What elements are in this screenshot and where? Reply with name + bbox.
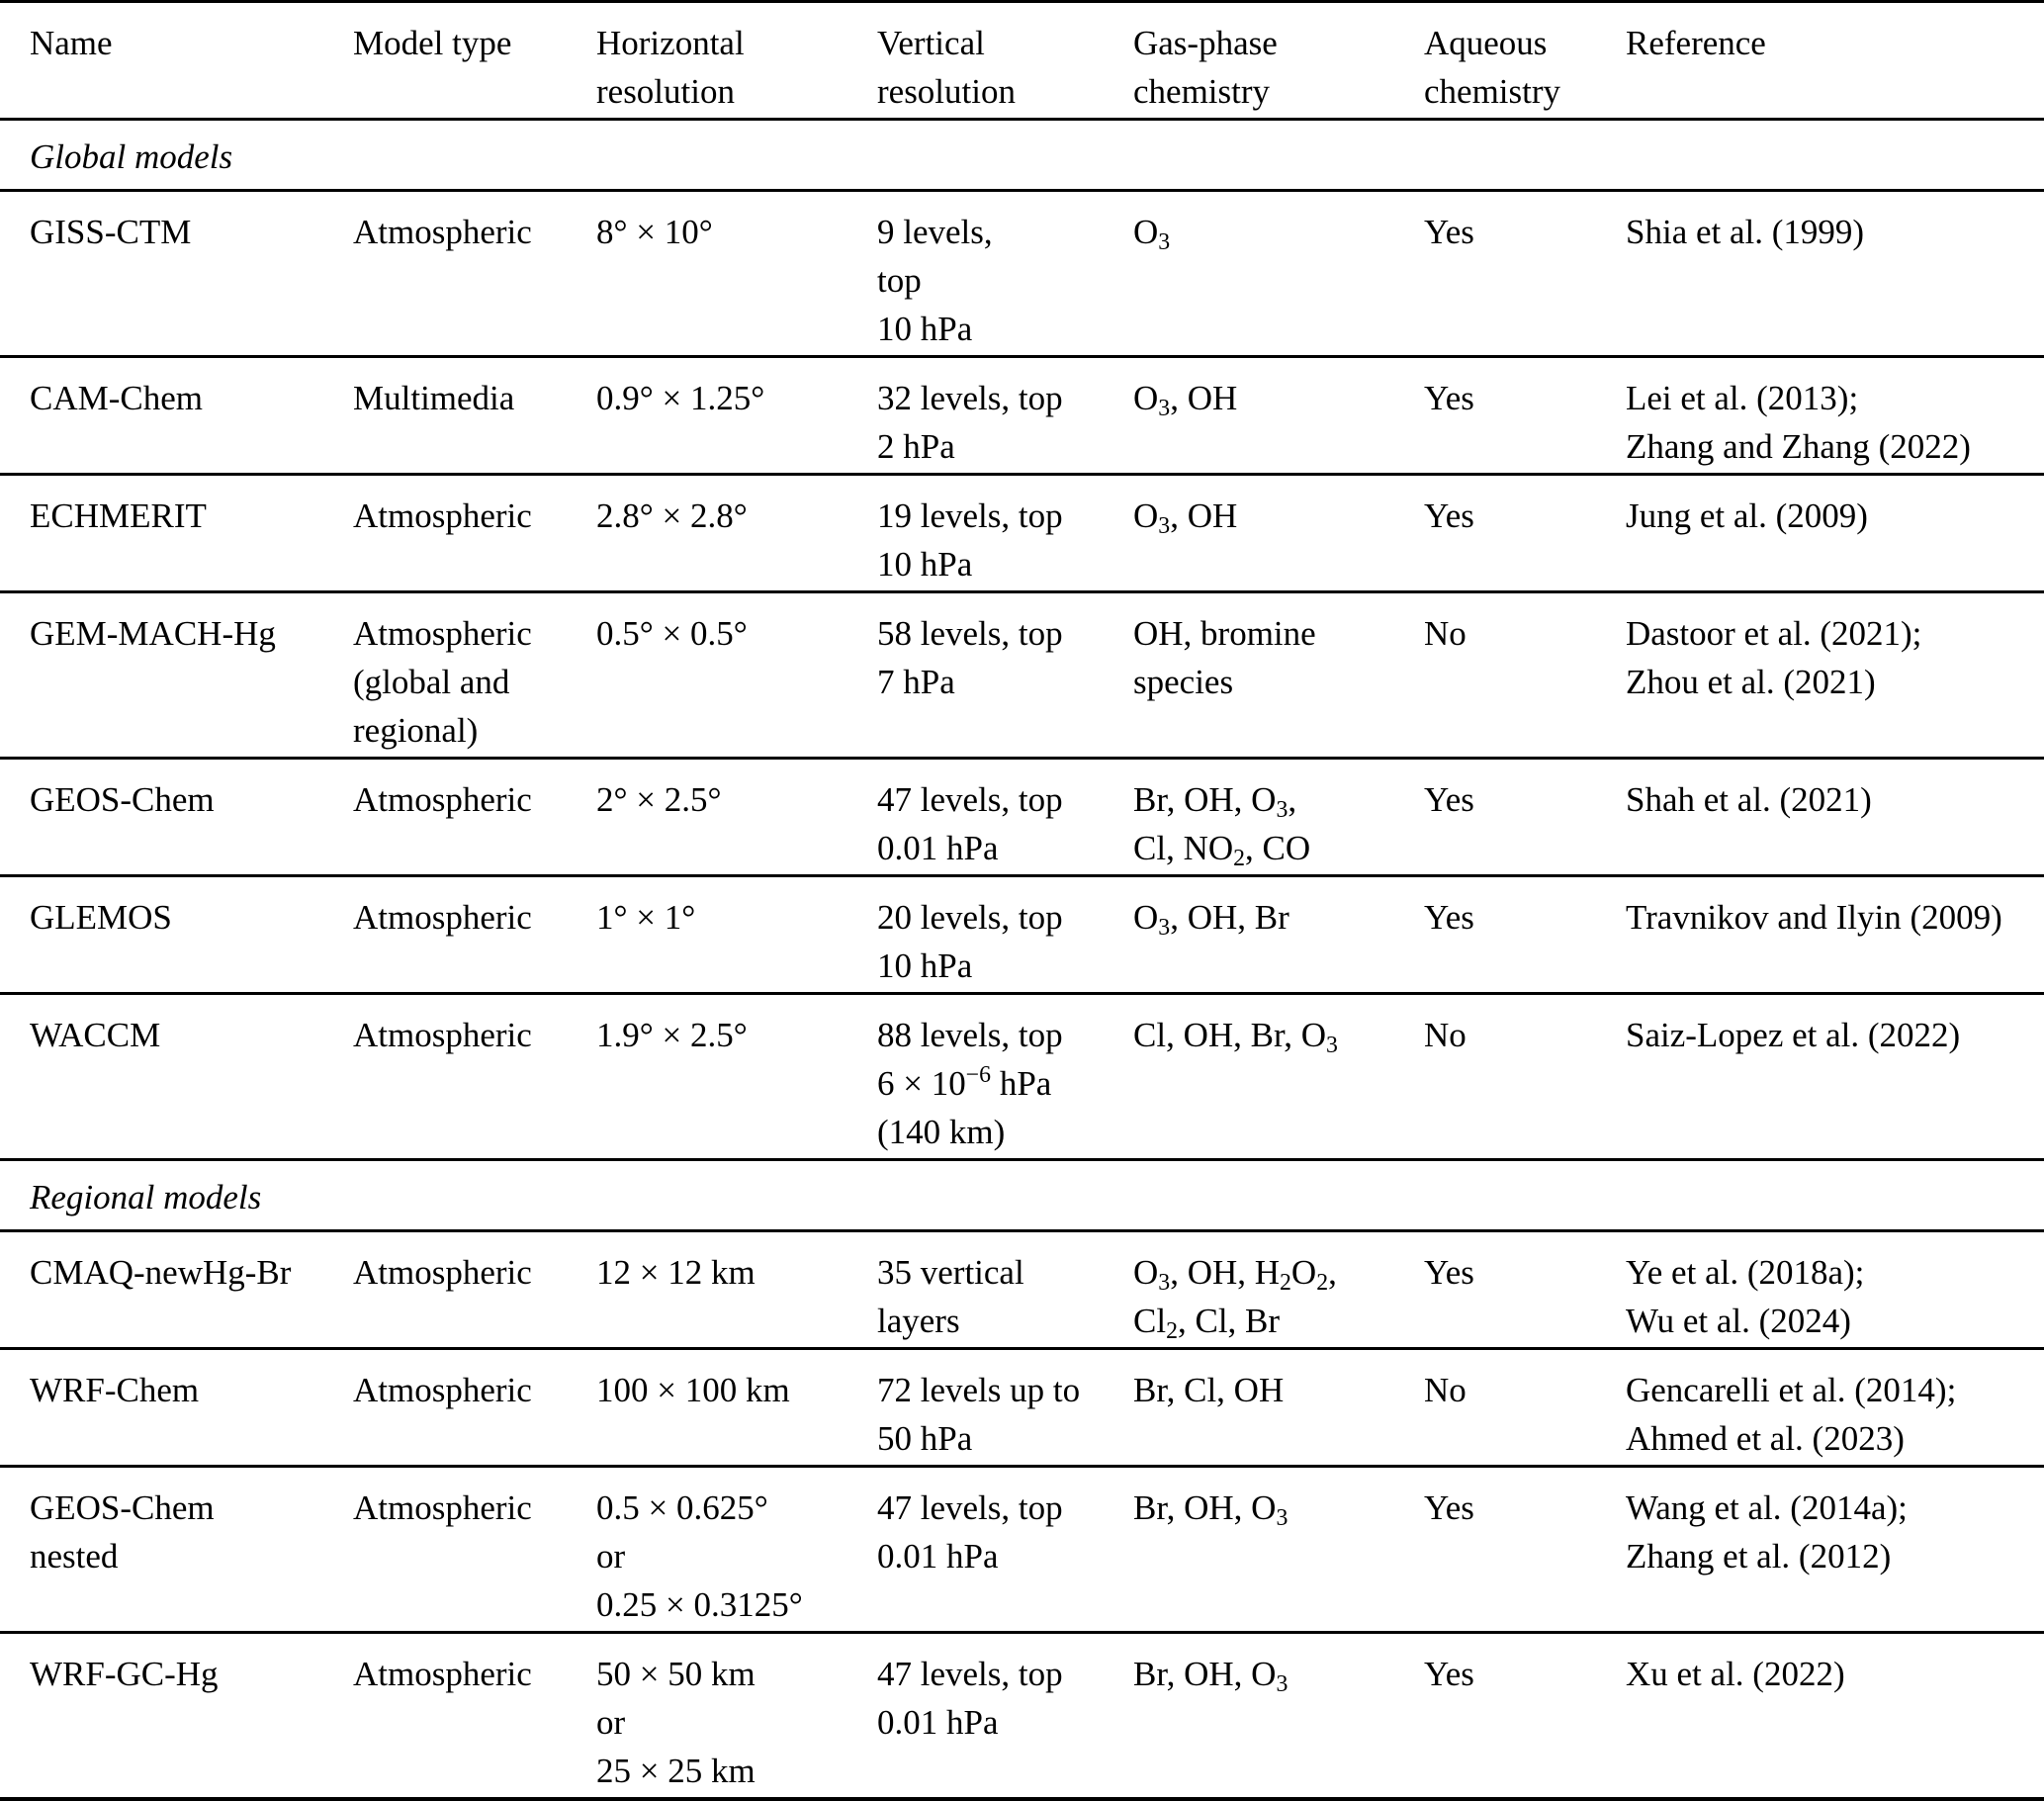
cell-horizontal-resolution: 1.9° × 2.5° <box>596 1016 748 1054</box>
table-row <box>0 592 2044 759</box>
cell-model-type: Atmospheric <box>353 496 532 535</box>
cell-gas-phase-chemistry: Br, OH, $O_3$ <box>1133 1488 1289 1531</box>
cell-name: WRF-Chem <box>30 1371 200 1409</box>
cell-horizontal-resolution: 2° × 2.5° <box>596 780 722 819</box>
cell-horizontal-resolution: 2.8° × 2.8° <box>596 496 748 535</box>
column-header-horizontal-resolution: Horizontal resolution <box>596 24 745 111</box>
column-header-aqueous-chemistry: Aqueous chemistry <box>1424 24 1561 111</box>
cell-horizontal-resolution: 8° × 10° <box>596 213 713 251</box>
cell-horizontal-resolution: 100 × 100 km <box>596 1371 790 1409</box>
section-label: Regional models <box>30 1178 262 1216</box>
table-row <box>0 1349 2044 1467</box>
column-header-name: Name <box>30 24 113 62</box>
cell-aqueous-chemistry: Yes <box>1424 1655 1474 1693</box>
table-row <box>0 475 2044 592</box>
cell-model-type: Atmospheric <box>353 780 532 819</box>
table-row <box>0 1467 2044 1633</box>
cell-model-type: Atmospheric (global and regional) <box>353 614 532 750</box>
cell-name: GISS-CTM <box>30 213 192 251</box>
cell-aqueous-chemistry: No <box>1424 614 1466 653</box>
cell-reference: Saiz-Lopez et al. (2022) <box>1626 1016 1961 1054</box>
cell-horizontal-resolution: 50 × 50 km or 25 × 25 km <box>596 1655 755 1790</box>
cell-aqueous-chemistry: No <box>1424 1016 1466 1054</box>
cell-gas-phase-chemistry: $O_3$, OH, $H_2O_2$, $Cl_2$, Cl, Br <box>1133 1253 1337 1344</box>
cell-vertical-resolution: 20 levels, top 10 hPa <box>877 898 1063 985</box>
cell-vertical-resolution: 72 levels up to 50 hPa <box>877 1371 1081 1458</box>
header-row <box>0 2 2044 120</box>
column-header-vertical-resolution: Vertical resolution <box>877 24 1016 111</box>
cell-gas-phase-chemistry: OH, bromine species <box>1133 614 1316 701</box>
cell-name: ECHMERIT <box>30 496 207 535</box>
table-row <box>0 357 2044 475</box>
cell-aqueous-chemistry: Yes <box>1424 213 1474 251</box>
cell-gas-phase-chemistry: Br, OH, $O_3$, Cl, $NO_2$, CO <box>1133 780 1311 871</box>
cell-model-type: Atmospheric <box>353 1016 532 1054</box>
cell-reference: Gencarelli et al. (2014); Ahmed et al. (2023) <box>1626 1371 1957 1458</box>
cell-reference: Shia et al. (1999) <box>1626 213 1865 251</box>
cell-vertical-resolution: 19 levels, top 10 hPa <box>877 496 1063 584</box>
cell-horizontal-resolution: 12 × 12 km <box>596 1253 755 1292</box>
column-header-reference: Reference <box>1626 24 1766 62</box>
cell-gas-phase-chemistry: $O_3$, OH <box>1133 379 1238 421</box>
section-row <box>0 1160 2044 1231</box>
cell-aqueous-chemistry: Yes <box>1424 379 1474 417</box>
cell-model-type: Atmospheric <box>353 1655 532 1693</box>
cell-reference: Wang et al. (2014a); Zhang et al. (2012) <box>1626 1488 1908 1576</box>
table-row <box>0 759 2044 876</box>
cell-model-type: Atmospheric <box>353 1488 532 1527</box>
table-row <box>0 876 2044 994</box>
cell-gas-phase-chemistry: Br, OH, $O_3$ <box>1133 1655 1289 1697</box>
cell-vertical-resolution: 47 levels, top 0.01 hPa <box>877 780 1063 867</box>
cell-name: GEOS-Chem nested <box>30 1488 215 1576</box>
cell-name: GEM-MACH-Hg <box>30 614 276 653</box>
cell-reference: Ye et al. (2018a); Wu et al. (2024) <box>1626 1253 1865 1340</box>
table-row <box>0 191 2044 357</box>
section-label: Global models <box>30 137 233 176</box>
cell-vertical-resolution: 58 levels, top 7 hPa <box>877 614 1063 701</box>
cell-name: CAM-Chem <box>30 379 203 417</box>
cell-reference: Lei et al. (2013); Zhang and Zhang (2022) <box>1626 379 1971 466</box>
cell-model-type: Atmospheric <box>353 1371 532 1409</box>
cell-aqueous-chemistry: Yes <box>1424 1488 1474 1527</box>
cell-horizontal-resolution: 0.5° × 0.5° <box>596 614 748 653</box>
cell-gas-phase-chemistry: $O_3$ <box>1133 213 1171 255</box>
cell-reference: Xu et al. (2022) <box>1626 1655 1845 1693</box>
cell-aqueous-chemistry: Yes <box>1424 496 1474 535</box>
cell-name: WRF-GC-Hg <box>30 1655 219 1693</box>
cell-aqueous-chemistry: No <box>1424 1371 1466 1409</box>
column-header-model-type: Model type <box>353 24 512 62</box>
cell-gas-phase-chemistry: Br, Cl, OH <box>1133 1371 1285 1409</box>
cell-gas-phase-chemistry: Cl, OH, Br, $O_3$ <box>1133 1016 1338 1058</box>
cell-name: WACCM <box>30 1016 161 1054</box>
cell-aqueous-chemistry: Yes <box>1424 898 1474 937</box>
cell-vertical-resolution: 47 levels, top 0.01 hPa <box>877 1488 1063 1576</box>
cell-gas-phase-chemistry: $O_3$, OH, Br <box>1133 898 1289 941</box>
cell-name: CMAQ-newHg-Br <box>30 1253 292 1292</box>
cell-horizontal-resolution: 0.9° × 1.25° <box>596 379 765 417</box>
column-header-gas-phase-chemistry: Gas-phase chemistry <box>1133 24 1278 111</box>
cell-vertical-resolution: 47 levels, top 0.01 hPa <box>877 1655 1063 1742</box>
cell-vertical-resolution: 88 levels, top $6 \times 10^{-6}$ hPa (140 km) <box>877 1016 1063 1151</box>
cell-vertical-resolution: 35 vertical layers <box>877 1253 1024 1340</box>
cell-aqueous-chemistry: Yes <box>1424 780 1474 819</box>
cell-vertical-resolution: 9 levels, top 10 hPa <box>877 213 993 348</box>
cell-reference: Travnikov and Ilyin (2009) <box>1626 898 2002 937</box>
cell-horizontal-resolution: 0.5 × 0.625° or 0.25 × 0.3125° <box>596 1488 803 1624</box>
table-row <box>0 1231 2044 1349</box>
cell-name: GLEMOS <box>30 898 172 937</box>
table-header <box>0 2 2044 120</box>
cell-model-type: Atmospheric <box>353 898 532 937</box>
cell-reference: Dastoor et al. (2021); Zhou et al. (2021) <box>1626 614 1922 701</box>
cell-vertical-resolution: 32 levels, top 2 hPa <box>877 379 1063 466</box>
cell-reference: Shah et al. (2021) <box>1626 780 1872 819</box>
cell-horizontal-resolution: 1° × 1° <box>596 898 696 937</box>
cell-name: GEOS-Chem <box>30 780 215 819</box>
cell-model-type: Multimedia <box>353 379 515 417</box>
cell-gas-phase-chemistry: $O_3$, OH <box>1133 496 1238 539</box>
cell-model-type: Atmospheric <box>353 213 532 251</box>
table-row <box>0 1633 2044 1800</box>
cell-aqueous-chemistry: Yes <box>1424 1253 1474 1292</box>
cell-model-type: Atmospheric <box>353 1253 532 1292</box>
table-row <box>0 994 2044 1160</box>
cell-reference: Jung et al. (2009) <box>1626 496 1868 535</box>
section-row <box>0 120 2044 191</box>
